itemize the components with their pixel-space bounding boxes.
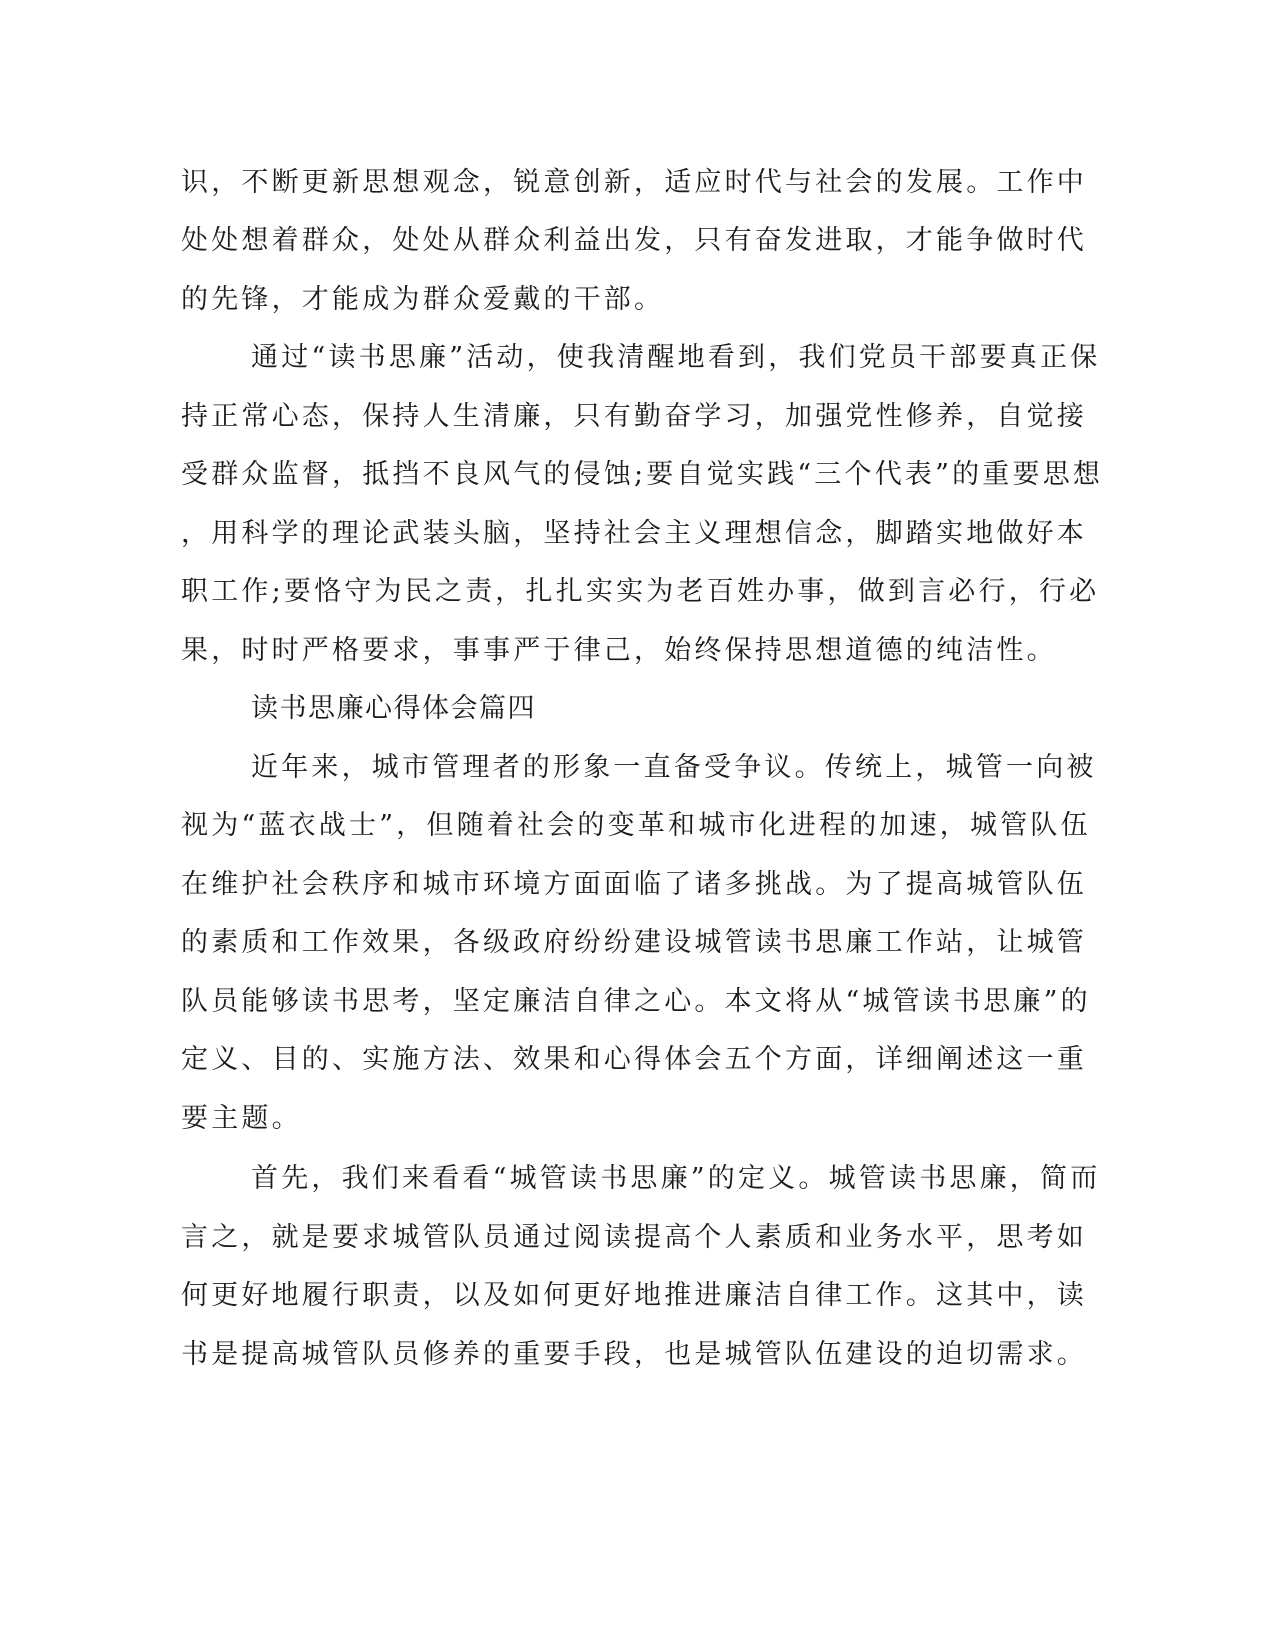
paragraph-line: 在维护社会秩序和城市环境方面面临了诸多挑战。为了提高城管队伍 [181, 869, 1087, 900]
paragraph-line: 何更好地履行职责，以及如何更好地推进廉洁自律工作。这其中，读 [181, 1280, 1087, 1311]
paragraph-line: 书是提高城管队员修养的重要手段，也是城管队伍建设的迫切需求。 [181, 1339, 1087, 1370]
paragraph-line: 的素质和工作效果，各级政府纷纷建设城管读书思廉工作站，让城管 [181, 927, 1087, 958]
section-heading: 读书思廉心得体会篇四 [251, 693, 536, 724]
paragraph-line: 持正常心态，保持人生清廉，只有勤奋学习，加强党性修养，自觉接 [181, 401, 1087, 432]
paragraph-line: 识，不断更新思想观念，锐意创新，适应时代与社会的发展。工作中 [181, 167, 1087, 198]
paragraph-line: 视为“蓝衣战士”，但随着社会的变革和城市化进程的加速，城管队伍 [181, 810, 1091, 841]
paragraph-line: ，用科学的理论武装头脑，坚持社会主义理想信念，脚踏实地做好本 [181, 518, 1087, 549]
paragraph-line: 职工作;要恪守为民之责，扎扎实实为老百姓办事，做到言必行，行必 [181, 576, 1100, 607]
paragraph-line: 受群众监督，抵挡不良风气的侵蚀;要自觉实践“三个代表”的重要思想 [181, 459, 1104, 490]
paragraph-line: 定义、目的、实施方法、效果和心得体会五个方面，详细阐述这一重 [181, 1044, 1087, 1075]
paragraph-line: 通过“读书思廉”活动，使我清醒地看到，我们党员干部要真正保 [251, 342, 1101, 373]
paragraph-line: 要主题。 [181, 1103, 302, 1134]
paragraph-line: 的先锋，才能成为群众爱戴的干部。 [181, 284, 665, 315]
paragraph-line: 处处想着群众，处处从群众利益出发，只有奋发进取，才能争做时代 [181, 225, 1087, 256]
paragraph-line: 言之，就是要求城管队员通过阅读提高个人素质和业务水平，思考如 [181, 1222, 1087, 1253]
paragraph-line: 队员能够读书思考，坚定廉洁自律之心。本文将从“城管读书思廉”的 [181, 986, 1091, 1017]
paragraph-line: 首先，我们来看看“城管读书思廉”的定义。城管读书思廉，简而 [251, 1163, 1101, 1194]
paragraph-line: 果，时时严格要求，事事严于律己，始终保持思想道德的纯洁性。 [181, 635, 1057, 666]
paragraph-line: 近年来，城市管理者的形象一直备受争议。传统上，城管一向被 [251, 752, 1097, 783]
